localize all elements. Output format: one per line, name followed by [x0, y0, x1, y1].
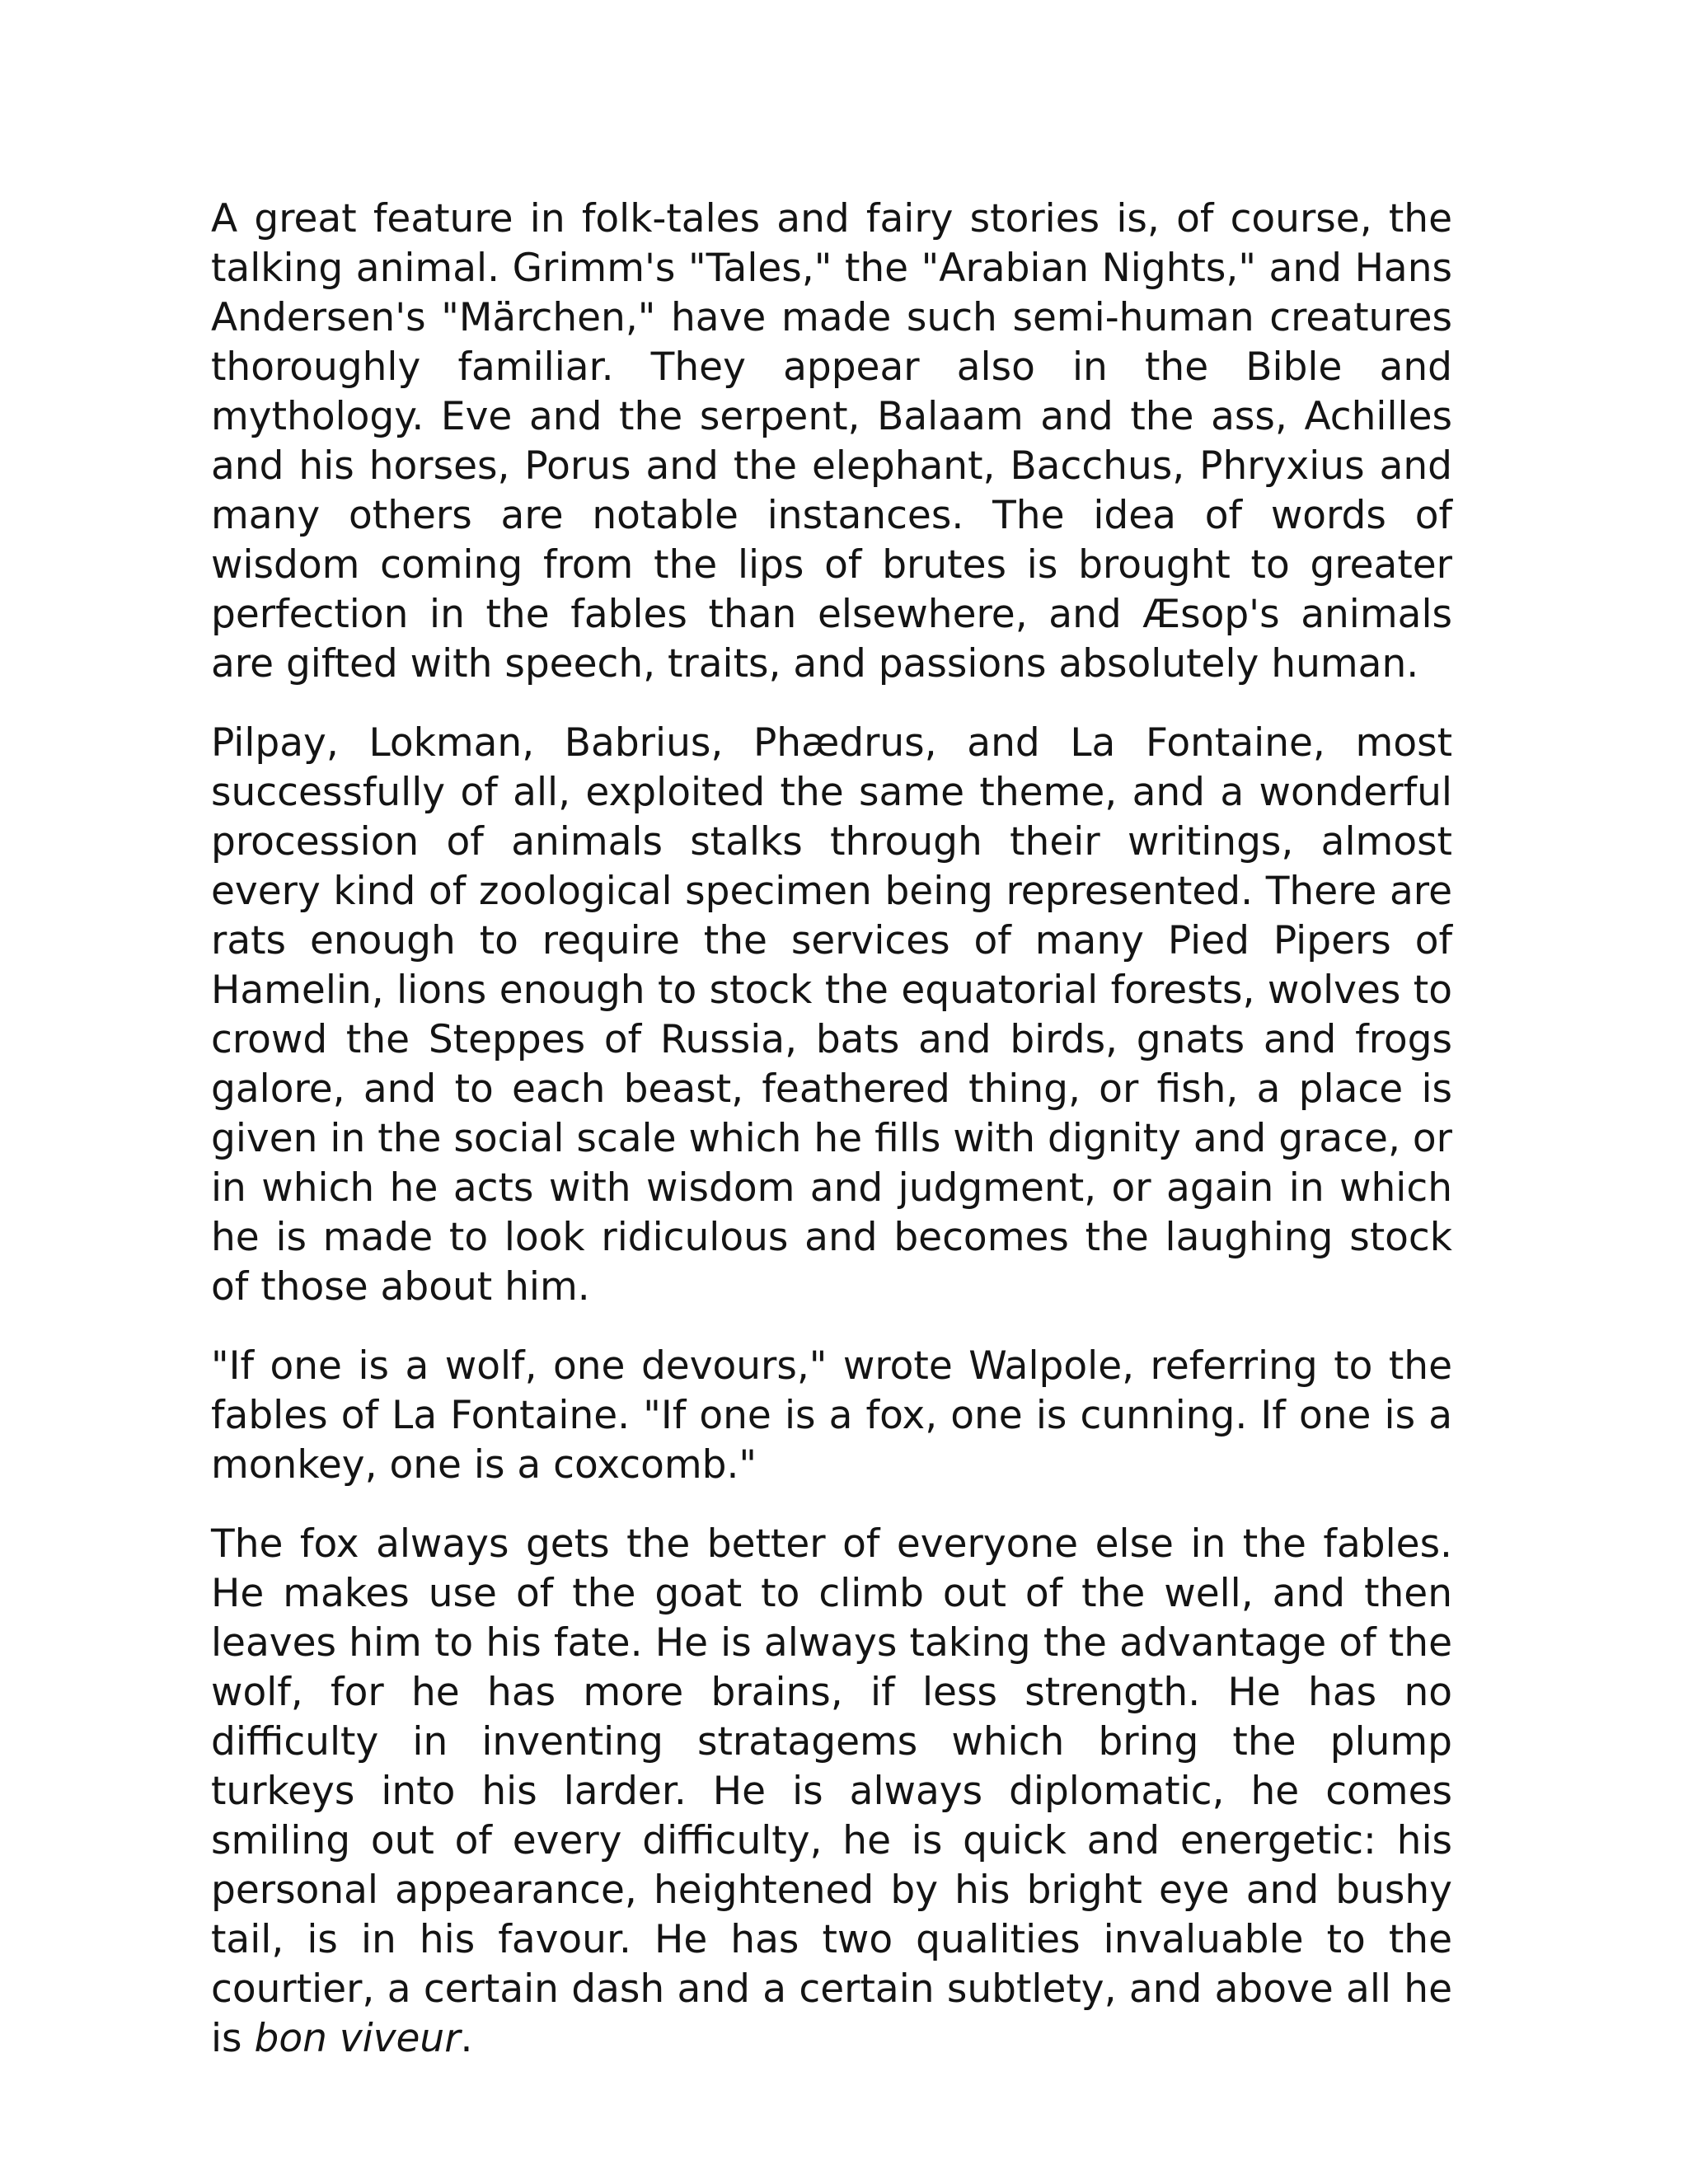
paragraph-fox-text: The fox always gets the better of everyone else in the fables. He makes use of the goat to climb out of the well, and then leaves him to his fate. He is always taking the advantage of the wolf, for he has more brains, if less strength. He has no difficulty in inventing stratagems which bring the plump turkeys into his larder. He is always diplomatic, he comes smiling out of every difficulty, he is quick and energetic: his personal appearance, heightened by his bright eye and bushy tail, is in his favour. He has two qualities invaluable to the courtier, a certain dash and a certain subtlety, and above all he is — [211, 1521, 1452, 2061]
paragraph-walpole-quote: "If one is a wolf, one devours," wrote Walpole, referring to the fables of La Fontaine. "If one is a fox, one is cunning. If one is a monkey, one is a coxcomb." — [211, 1343, 1452, 1488]
paragraph-fox-end: . — [460, 2016, 473, 2061]
document-page — [211, 194, 1452, 2093]
paragraph-fox-emphasis: bon viveur — [254, 2016, 461, 2061]
paragraph-fabulists: Pilpay, Lokman, Babrius, Phædrus, and La Fontaine, most successfully of all, exploited the same theme, and a wonderful procession of animals stalks through their writings, almost every kind of zoological specimen being represented. There are rats enough to require the services of many Pied Pipers of Hamelin, lions enough to stock the equatorial forests, wolves to crowd the Steppes of Russia, bats and birds, gnats and frogs galore, and to each beast, feathered thing, or fish, a place is given in the social scale which he fills with dignity and grace, or in which he acts with wisdom and judgment, or again in which he is made to look ridiculous and becomes the laughing stock of those about him. — [211, 720, 1452, 1310]
paragraph-talking-animals: A great feature in folk-tales and fairy stories is, of course, the talking animal. Grimm's "Tales," the "Arabian Nights," and Hans Andersen's "Märchen," have made such semi-human creatures thoroughly familiar. They appear also in the Bible and mythology. Eve and the serpent, Balaam and the ass, Achilles and his horses, Porus and the elephant, Bacchus, Phryxius and many others are notable instances. The idea of words of wisdom coming from the lips of brutes is brought to greater perfection in the fables than elsewhere, and Æsop's animals are gifted with speech, traits, and passions absolutely human. — [211, 196, 1452, 687]
paragraph-fox — [211, 1520, 1452, 2064]
